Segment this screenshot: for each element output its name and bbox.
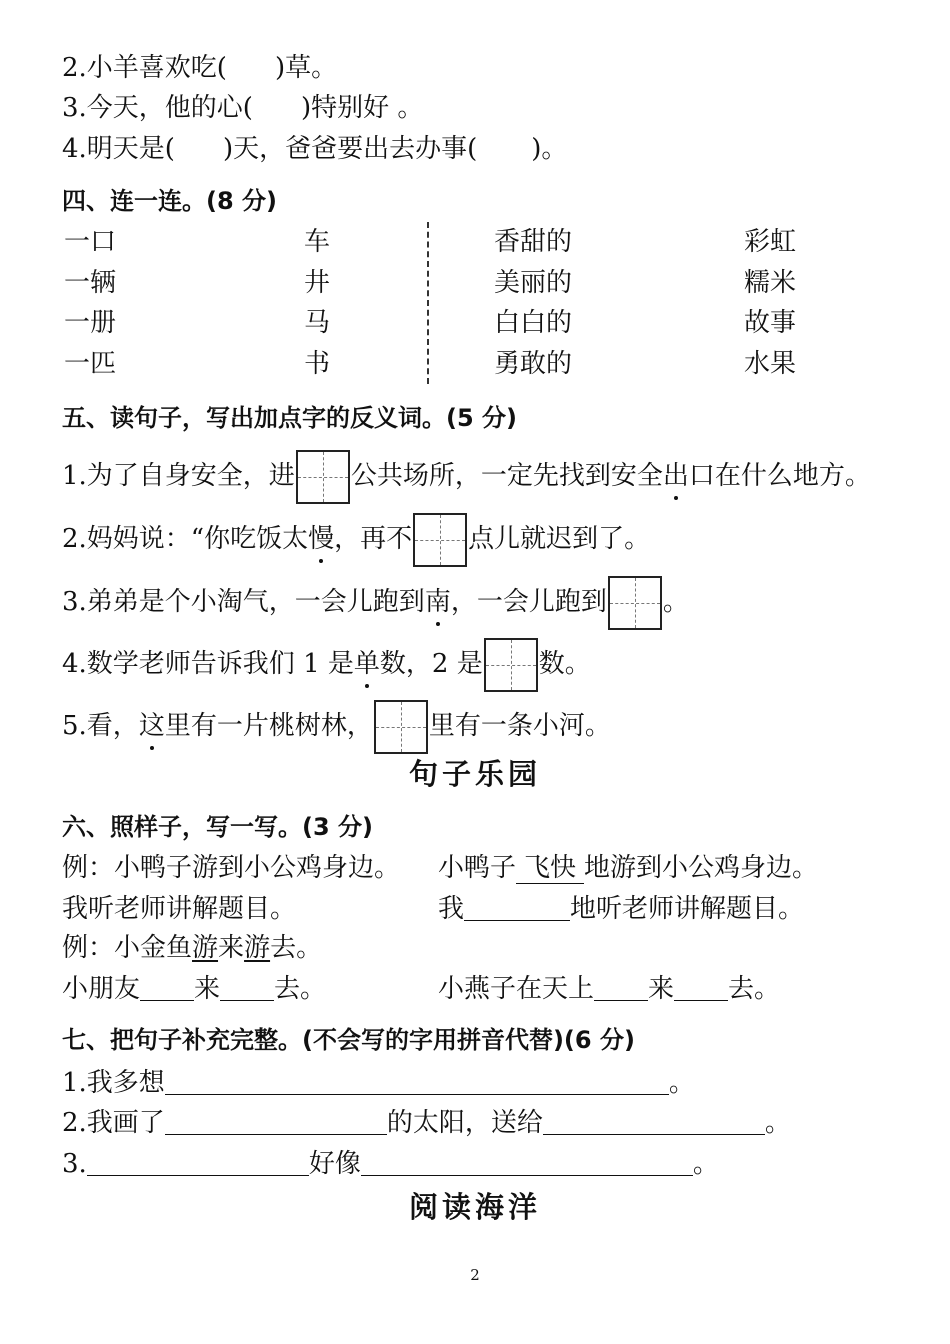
match-right-item[interactable]: 水果 (744, 349, 797, 379)
example-filled-blank: 飞快 (516, 853, 584, 884)
dotted-char: 单 (354, 646, 380, 682)
example-1-right: 小鸭子 飞快 地游到小公鸡身边。 (438, 853, 819, 883)
column-divider (427, 222, 429, 384)
answer-box[interactable] (608, 576, 662, 630)
answer-blank[interactable] (594, 972, 648, 1001)
exercise-1-left: 我听老师讲解题目。 (62, 894, 297, 924)
match-right-item[interactable]: 书 (304, 349, 331, 379)
example-1-left: 例：小鸭子游到小公鸡身边。 (62, 853, 401, 883)
answer-blank[interactable] (87, 1147, 309, 1176)
answer-blank[interactable] (165, 1106, 387, 1135)
answer-blank[interactable] (220, 972, 274, 1001)
section-title-sentences: 句子乐园 (408, 757, 541, 791)
dotted-char: 出 (663, 458, 689, 494)
match-left-item[interactable]: 美丽的 (494, 268, 573, 298)
match-right-item[interactable]: 马 (304, 308, 331, 338)
answer-blank[interactable] (543, 1106, 765, 1135)
section-4-heading: 四、连一连。(8 分) (62, 187, 277, 215)
exercise-2-left: 小朋友 来 去。 (62, 974, 327, 1004)
answer-blank[interactable] (140, 972, 194, 1001)
answer-blank[interactable] (361, 1147, 693, 1176)
match-left-item[interactable]: 一册 (64, 308, 117, 338)
fill-in-item-2: 2.小羊喜欢吃( )草。 (62, 53, 338, 83)
answer-box[interactable] (296, 450, 350, 504)
answer-box[interactable] (413, 513, 467, 567)
match-right-item[interactable]: 井 (304, 268, 331, 298)
dotted-char: 这 (139, 708, 165, 744)
section-title-reading: 阅读海洋 (408, 1190, 541, 1224)
answer-blank[interactable] (674, 972, 728, 1001)
match-left-item[interactable]: 勇敢的 (494, 349, 573, 379)
antonym-question-4: 4.数学老师告诉我们 1 是单数，2 是 数。 (62, 638, 591, 692)
match-left-item[interactable]: 一辆 (64, 268, 117, 298)
exercise-1-right: 我 地听老师讲解题目。 (438, 894, 805, 924)
complete-sentence-3: 3. 好像 。 (62, 1149, 719, 1179)
match-right-item[interactable]: 彩虹 (744, 227, 797, 257)
antonym-question-3: 3.弟弟是个小淘气，一会儿跑到南，一会儿跑到 。 (62, 576, 689, 630)
example-2: 例：小金鱼游来游去。 (62, 933, 323, 963)
match-right-item[interactable]: 车 (304, 227, 331, 257)
fill-in-item-4: 4.明天是( )天，爸爸要出去办事( )。 (62, 134, 568, 164)
underlined-char: 游 (244, 933, 271, 963)
exercise-2-right: 小燕子在天上 来 去。 (438, 974, 781, 1004)
antonym-question-2: 2.妈妈说：“你吃饭太慢，再不 点儿就迟到了。 (62, 513, 650, 567)
section-5-heading: 五、读句子，写出加点字的反义词。(5 分) (62, 404, 517, 432)
complete-sentence-2: 2.我画了 的太阳，送给 。 (62, 1108, 791, 1138)
antonym-question-5: 5.看，这里有一片桃树林， 里有一条小河。 (62, 700, 611, 754)
match-right-item[interactable]: 故事 (744, 308, 797, 338)
match-left-item[interactable]: 一口 (64, 227, 117, 257)
answer-box[interactable] (484, 638, 538, 692)
match-left-item[interactable]: 一匹 (64, 349, 117, 379)
match-left-item[interactable]: 香甜的 (494, 227, 573, 257)
match-right-item[interactable]: 糯米 (744, 268, 797, 298)
answer-blank[interactable] (464, 892, 570, 921)
dotted-char: 南 (425, 584, 451, 620)
dotted-char: 慢 (308, 521, 334, 557)
fill-in-item-3: 3.今天，他的心( )特别好 。 (62, 93, 424, 123)
antonym-question-1: 1.为了自身安全，进 公共场所，一定先找到安全出口在什么地方。 (62, 450, 871, 504)
underlined-char: 游 (192, 933, 219, 963)
section-6-heading: 六、照样子，写一写。(3 分) (62, 813, 373, 841)
match-left-item[interactable]: 白白的 (494, 308, 573, 338)
section-7-heading: 七、把句子补充完整。(不会写的字用拼音代替)(6 分) (62, 1026, 635, 1054)
complete-sentence-1: 1.我多想 。 (62, 1068, 695, 1098)
page-number: 2 (470, 1266, 480, 1284)
answer-box[interactable] (374, 700, 428, 754)
answer-blank[interactable] (165, 1066, 669, 1095)
